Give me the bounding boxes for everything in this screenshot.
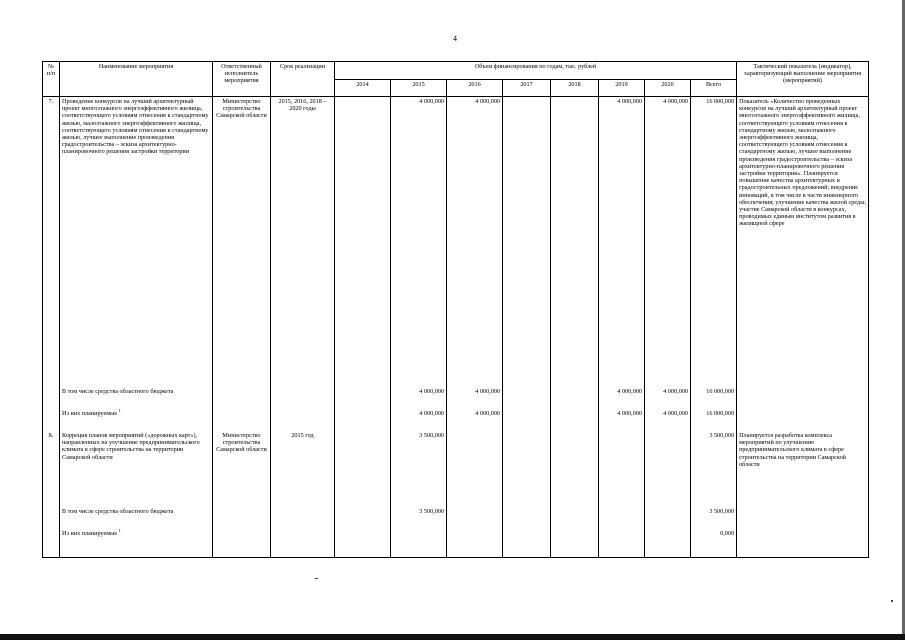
header-year: 2018 — [551, 79, 599, 97]
row-value — [551, 409, 599, 431]
header-year: 2017 — [503, 79, 551, 97]
row-value — [335, 97, 391, 388]
table-row — [43, 507, 869, 529]
row-executor — [213, 529, 271, 558]
row-value — [447, 431, 503, 507]
row-value — [447, 529, 503, 558]
row-value — [335, 507, 391, 529]
row-value — [551, 97, 599, 388]
row-value: 4 000,000 — [645, 97, 691, 388]
header-total: Всего — [691, 79, 737, 97]
scan-edge-bottom — [0, 634, 905, 640]
row-term: 2015 год — [271, 431, 335, 507]
scan-speck — [891, 600, 893, 602]
row-value — [551, 507, 599, 529]
row-term — [271, 387, 335, 409]
row-value — [335, 431, 391, 507]
row-term — [271, 529, 335, 558]
row-value: 4 000,000 — [391, 97, 447, 388]
table-row — [43, 97, 869, 388]
row-value: 4 000,000 — [447, 409, 503, 431]
row-value — [599, 529, 645, 558]
footnote-mark: 1 — [118, 527, 121, 533]
page-marker: 4 — [453, 34, 457, 43]
row-total: 16 000,000 — [691, 409, 737, 431]
scan-speck — [315, 578, 318, 579]
row-value — [335, 409, 391, 431]
row-value — [551, 431, 599, 507]
row-num — [43, 529, 60, 558]
header-indicator: Тактический показатель (индикатор), характеризующий выполнение мероприятия (мероприятий) — [737, 62, 869, 97]
row-name: Из них планируемые — [62, 530, 118, 537]
row-value: 4 000,000 — [599, 409, 645, 431]
row-value — [645, 507, 691, 529]
row-total: 0,000 — [691, 529, 737, 558]
header-financing: Объем финансирования по годам, тыс. рублей — [335, 62, 737, 80]
row-value: 4 000,000 — [391, 409, 447, 431]
row-value: 4 000,000 — [391, 387, 447, 409]
header-name: Наименование мероприятия — [60, 62, 213, 97]
row-value: 4 000,000 — [599, 387, 645, 409]
row-num — [43, 387, 60, 409]
header-year: 2015 — [391, 79, 447, 97]
row-value — [503, 431, 551, 507]
row-value: 3 500,000 — [391, 431, 447, 507]
row-name: Проведение конкурсов на лучший архитектурный проект многоэтажного энергоэффективного жилища, соответствующего условиям отнесения к стандартному жилью, малоэтажного энергоэффективного жилища, соответствующего условиям отнесения к стандартному жилью, лучшее выполнение произведения градостроительства – эскиза архитектурно-планировочного решения застройки территории — [60, 97, 213, 388]
row-value: 4 000,000 — [599, 97, 645, 388]
row-executor — [213, 409, 271, 431]
row-value — [551, 387, 599, 409]
row-value: 3 500,000 — [391, 507, 447, 529]
row-indicator: Планируется разработка комплекса мероприятий по улучшению предпринимательского климата в сфере строительства на территории Самарской области — [737, 431, 869, 507]
header-year: 2014 — [335, 79, 391, 97]
row-name: Из них планируемые — [62, 410, 118, 417]
row-value — [551, 529, 599, 558]
financing-table — [42, 61, 869, 558]
header-year: 2020 — [645, 79, 691, 97]
row-value: 4 000,000 — [645, 387, 691, 409]
row-total: 16 000,000 — [691, 97, 737, 388]
row-indicator: Показатель «Количество проведенных конкурсов на лучший архитектурный проект многоэтажного энергоэффективного жилища, соответствующего условиям отнесения к стандартному жилью, малоэтажного энергоэффективного жилища, соответствующего условиям отнесения к стандартному жилью, лучшее выполнение произведения градостроительства – эскиза архитектурно-планировочного решения застройки территории». Планируется повышение качества архитектурных и градостроительных предложений; внедрение инноваций, в том числе в части инженерного обеспечения; улучшение качества жилой среды; участие Самарской области в конкурсах, проводимых единым институтом развития в жилищной сфере — [737, 97, 869, 388]
row-name: Корреция планов мероприятий («дорожных карт»), направленных на улучшение предпринимательского климата в сфере строительства на территории Самарской области — [60, 431, 213, 507]
row-name: В том числе средства областного бюджета — [60, 387, 213, 409]
footnote-mark: 1 — [118, 407, 121, 413]
header-num: № п/п — [43, 62, 60, 97]
header-term: Срок реализации — [271, 62, 335, 97]
row-term — [271, 507, 335, 529]
row-num: 7. — [43, 97, 60, 388]
row-total: 3 500,000 — [691, 507, 737, 529]
header-year: 2019 — [599, 79, 645, 97]
row-value — [599, 431, 645, 507]
row-value — [503, 507, 551, 529]
row-executor — [213, 387, 271, 409]
row-term: 2015, 2016, 2018 – 2020 годы — [271, 97, 335, 388]
row-value — [391, 529, 447, 558]
row-value — [503, 387, 551, 409]
header-row — [43, 62, 869, 80]
row-value — [335, 529, 391, 558]
row-num: 8. — [43, 431, 60, 507]
row-value: 4 000,000 — [645, 409, 691, 431]
row-value — [503, 409, 551, 431]
row-name: В том числе средства областного бюджета — [60, 507, 213, 529]
row-total: 16 000,000 — [691, 387, 737, 409]
header-year: 2016 — [447, 79, 503, 97]
row-total: 3 500,000 — [691, 431, 737, 507]
row-term — [271, 409, 335, 431]
row-value — [599, 507, 645, 529]
row-value — [645, 529, 691, 558]
table-row — [43, 529, 869, 558]
header-executor: Ответственный исполнитель мероприятия — [213, 62, 271, 97]
row-indicator — [737, 409, 869, 431]
row-indicator — [737, 529, 869, 558]
row-executor: Министерство строительства Самарской области — [213, 431, 271, 507]
row-indicator — [737, 507, 869, 529]
table-row — [43, 409, 869, 431]
row-value — [503, 529, 551, 558]
row-num — [43, 409, 60, 431]
row-num — [43, 507, 60, 529]
row-executor — [213, 507, 271, 529]
row-name-cell — [60, 529, 213, 558]
row-value: 4 000,000 — [447, 97, 503, 388]
table-row — [43, 387, 869, 409]
row-executor: Министерство строительства Самарской области — [213, 97, 271, 388]
row-value — [447, 507, 503, 529]
row-name-cell — [60, 409, 213, 431]
row-value — [503, 97, 551, 388]
row-value — [645, 431, 691, 507]
row-value — [335, 387, 391, 409]
table-row — [43, 431, 869, 507]
row-value: 4 000,000 — [447, 387, 503, 409]
row-indicator — [737, 387, 869, 409]
